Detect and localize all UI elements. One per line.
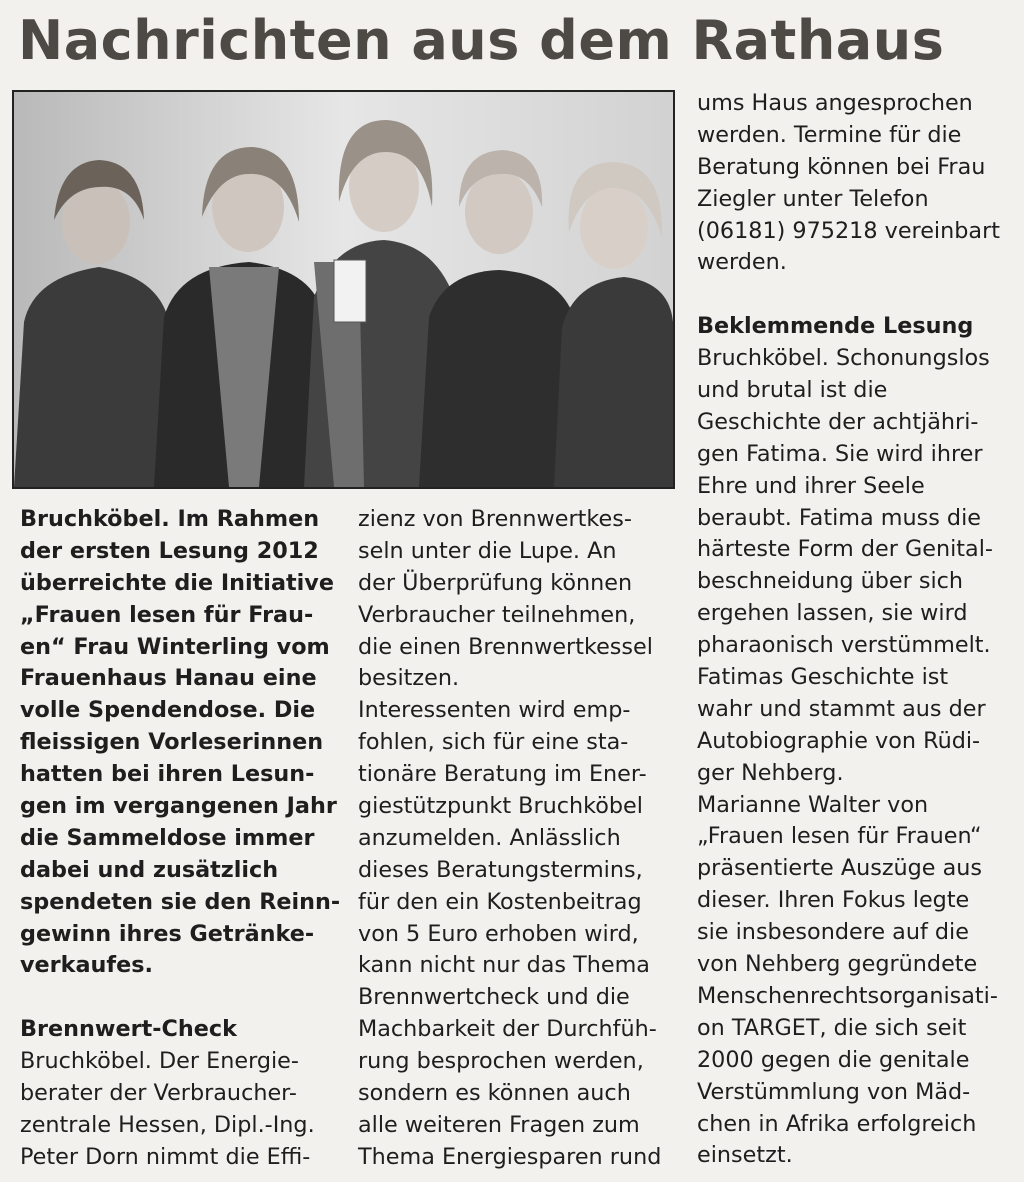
text-line: volle Spendendose. Die: [20, 697, 316, 724]
text-line: Beratung können bei Frau: [697, 153, 986, 180]
text-line: Brennwertcheck und die: [358, 984, 630, 1011]
text-line: verkaufes.: [20, 952, 153, 979]
brennwert-paragraph: [20, 1046, 340, 1174]
text-line: werden.: [697, 249, 787, 276]
article-lesung: [697, 88, 1000, 1172]
section-heading: Brennwert-Check: [20, 1016, 237, 1043]
text-line: ergehen lassen, sie wird: [697, 600, 968, 627]
text-line: Bruchköbel. Schonungslos: [697, 345, 990, 372]
text-line: rung besprochen werden,: [358, 1048, 644, 1075]
text-line: von 5 Euro erhoben wird,: [358, 920, 639, 947]
text-line: giestützpunkt Bruchköbel: [358, 793, 643, 820]
text-line: (06181) 975218 vereinbart: [697, 217, 1000, 244]
text-line: Ehre und ihrer Seele: [697, 472, 925, 499]
text-line: hatten bei ihren Lesun-: [20, 761, 315, 788]
text-line: der Überprüfung können: [358, 569, 633, 596]
text-line: fohlen, sich für eine sta-: [358, 729, 629, 756]
text-line: anzumelden. Anlässlich: [358, 824, 621, 851]
lead-paragraph: [20, 504, 340, 982]
text-line: gewinn ihres Getränke-: [20, 920, 315, 947]
text-line: alle weiteren Fragen zum: [358, 1111, 640, 1138]
text-line: on TARGET, die sich seit: [697, 1014, 967, 1041]
text-line: gen Fatima. Sie wird ihrer: [697, 440, 983, 467]
text-line: 2000 gegen die genitale: [697, 1046, 970, 1073]
text-line: härteste Form der Genital-: [697, 536, 993, 563]
text-line: fleissigen Vorleserinnen: [20, 729, 324, 756]
text-line: Fatimas Geschichte ist: [697, 664, 949, 691]
text-line: Machbarkeit der Durchfüh-: [358, 1016, 657, 1043]
text-line: berater der Verbraucher-: [20, 1080, 297, 1107]
text-line: Verbraucher teilnehmen,: [358, 601, 636, 628]
text-line: ger Nehberg.: [697, 759, 844, 786]
article-brennwert-continued: [358, 504, 661, 1174]
text-line: beschneidung über sich: [697, 568, 964, 595]
text-line: en“ Frau Winterling vom: [20, 633, 330, 660]
text-line: beraubt. Fatima muss die: [697, 504, 981, 531]
text-line: sie insbesondere auf die: [697, 919, 969, 946]
text-line: Geschichte der achtjähri-: [697, 408, 979, 435]
text-line: Verstümmlung von Mäd-: [697, 1078, 971, 1105]
text-line: tionäre Beratung im Ener-: [358, 761, 647, 788]
text-line: wahr und stammt aus der: [697, 695, 986, 722]
text-line: Marianne Walter von: [697, 791, 929, 818]
text-line: ums Haus angesprochen: [697, 90, 973, 116]
text-line: „Frauen lesen für Frauen“: [697, 823, 982, 850]
text-line: zentrale Hessen, Dipl.-Ing.: [20, 1111, 315, 1138]
text-line: Thema Energiesparen rund: [358, 1143, 662, 1170]
text-line: „Frauen lesen für Frau-: [20, 601, 314, 628]
text-line: überreichte die Initiative: [20, 569, 334, 596]
text-line: Frauenhaus Hanau eine: [20, 665, 317, 692]
text-line: werden. Termine für die: [697, 121, 962, 148]
text-line: seln unter die Lupe. An: [358, 537, 617, 564]
text-line: Bruchköbel. Im Rahmen: [20, 506, 320, 532]
text-line: zienz von Brennwertkes-: [358, 506, 632, 532]
text-line: gen im vergangenen Jahr: [20, 793, 337, 820]
text-line: von Nehberg gegründete: [697, 951, 978, 978]
text-line: Interessenten wird emp-: [358, 697, 631, 724]
article-spendendose: [20, 504, 340, 1174]
text-line: und brutal ist die: [697, 377, 888, 404]
text-line: sondern es können auch: [358, 1080, 631, 1107]
text-line: chen in Afrika erfolgreich: [697, 1110, 977, 1137]
section-heading: Beklemmende Lesung: [697, 313, 974, 340]
text-line: Menschenrechtsorganisati-: [697, 982, 998, 1009]
text-line: der ersten Lesung 2012: [20, 537, 319, 564]
text-line: Peter Dorn nimmt die Effi-: [20, 1143, 311, 1170]
text-line: kann nicht nur das Thema: [358, 952, 650, 979]
text-line: dieser. Ihren Fokus legte: [697, 887, 970, 914]
text-line: Bruchköbel. Der Energie-: [20, 1048, 299, 1075]
text-line: einsetzt.: [697, 1142, 793, 1169]
text-line: präsentierte Auszüge aus: [697, 855, 983, 882]
group-photo: [12, 90, 675, 489]
text-line: besitzen.: [358, 665, 460, 692]
text-line: die Sammeldose immer: [20, 824, 315, 851]
text-line: dabei und zusätzlich: [20, 856, 279, 883]
text-line: die einen Brennwertkessel: [358, 633, 653, 660]
text-line: Autobiographie von Rüdi-: [697, 727, 981, 754]
text-line: Ziegler unter Telefon: [697, 185, 929, 212]
text-line: für den ein Kostenbeitrag: [358, 888, 642, 915]
text-line: pharaonisch verstümmelt.: [697, 632, 991, 659]
text-line: spendeten sie den Reinn-: [20, 888, 341, 915]
page-headline: Nachrichten aus dem Rathaus: [18, 9, 945, 72]
text-line: dieses Beratungstermins,: [358, 856, 643, 883]
